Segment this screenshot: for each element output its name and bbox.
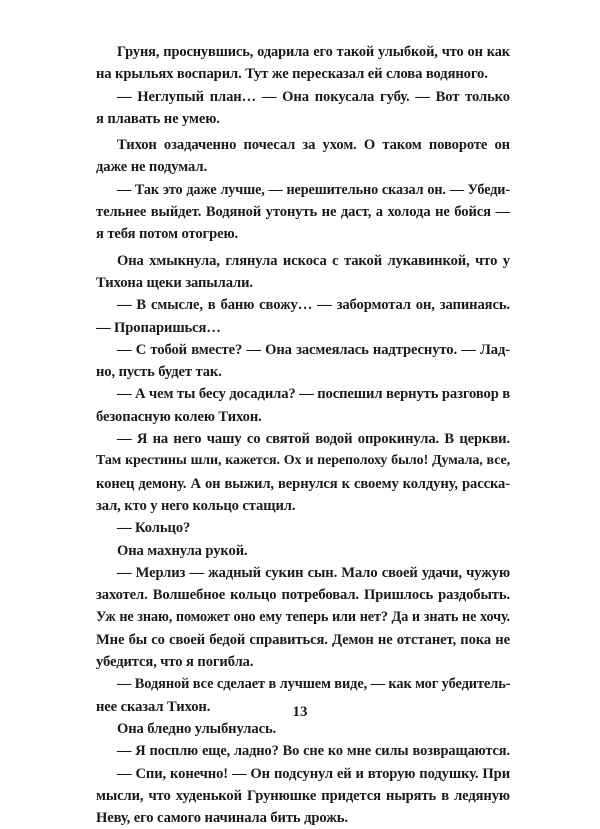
text-line: Там крестины шли, кажется. Ох и переполоху было! Думала, все, (96, 453, 510, 469)
text-line: — Пропаришься… (96, 319, 221, 336)
text-line: Она махнула рукой. (117, 542, 248, 559)
text-line: убедится, что я погибла. (96, 654, 254, 671)
text-line: Мне бы со своей бедой справиться. Демон не отстанет, пока не (96, 631, 510, 648)
page-number: 13 (292, 704, 308, 720)
text-line: — А чем ты бесу досадила? — поспешил вернуть разговор в (117, 386, 511, 403)
text-line: я плавать не умею. (96, 110, 220, 127)
text-line: захотел. Волшебное кольцо потребовал. Пришлось раздобыть. (96, 587, 510, 604)
text-line: Неву, его самого начинала бить дрожь. (96, 810, 348, 827)
text-line: — Я на него чашу со святой водой опрокинула. В церкви. (117, 431, 510, 448)
text-line: — С тобой вместе? — Она засмеялась надтреснуто. — Лад- (117, 341, 510, 358)
text-line: — Мерлиз — жадный сукин сын. Мало своей удачи, чужую (117, 564, 510, 581)
text-line: Тихона щеки запылали. (96, 274, 253, 291)
text-line: — Я посплю еще, ладно? Во сне ко мне силы возвращаются. (117, 743, 510, 760)
text-line: Она хмыкнула, глянула искоса с такой лукавинкой, что у (117, 252, 510, 269)
text-line: безопасную колею Тихон. (96, 408, 262, 425)
text-line: зал, кто у него кольцо стащил. (96, 497, 296, 514)
text-line: — В смысле, в баню свожу… — забормотал он, запинаясь. (117, 297, 510, 314)
text-line: Она бледно улыбнулась. (117, 720, 277, 737)
text-line: Тихон озадаченно почесал за ухом. О таком повороте он (117, 137, 510, 154)
text-line: нее сказал Тихон. (96, 698, 211, 715)
text-line: — Так это даже лучше, — нерешительно сказал он. — Убеди- (117, 181, 510, 198)
text-line: но, пусть будет так. (96, 364, 222, 381)
text-line: — Спи, конечно! — Он подсунул ей и вторую подушку. При (117, 765, 510, 782)
text-line: тельнее выйдет. Водяной утонуть не даст, а холода не бойся — (96, 204, 510, 221)
text-line: даже не подумал. (96, 159, 208, 176)
text-line: — Кольцо? (117, 520, 191, 537)
text-line: Груня, проснувшись, одарила его такой улыбкой, что он как (117, 44, 510, 60)
text-line: Уж не знаю, поможет оно ему теперь или нет? Да и знать не хочу. (96, 609, 510, 626)
text-line: конец демону. А он выжил, вернулся к своему колдуну, расска- (96, 475, 510, 492)
text-line: на крыльях воспарил. Тут же пересказал ей слова водяного. (96, 66, 488, 83)
text-line: — Неглупый план… — Она покусала губу. — Вот только (117, 88, 510, 105)
text-line: мысли, что худенькой Грунюшке придется нырять в ледяную (96, 787, 510, 804)
text-line: — Водяной все сделает в лучшем виде, — как мог убедитель- (117, 676, 511, 693)
text-line: я тебя потом отогрею. (96, 226, 239, 243)
